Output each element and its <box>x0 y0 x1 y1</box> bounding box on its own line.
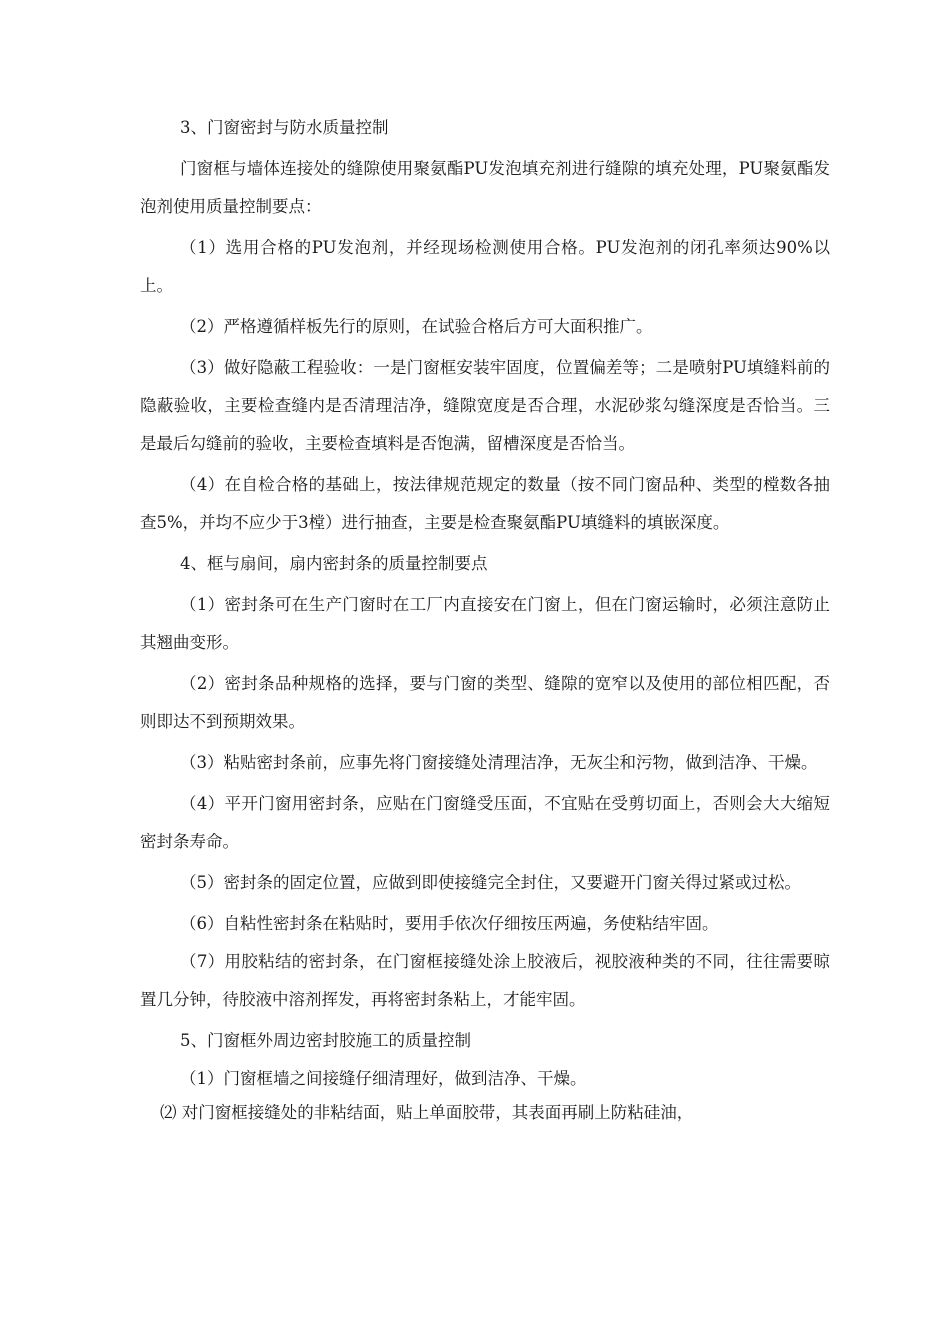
list-item-3-1: （1）选用合格的PU发泡剂，并经现场检测使用合格。PU发泡剂的闭孔率须达90%以上。 <box>140 238 830 295</box>
section-heading-3: 3、门窗密封与防水质量控制 <box>180 118 389 137</box>
section-heading-5: 5、门窗框外周边密封胶施工的质量控制 <box>180 1031 471 1050</box>
list-item-4-2: （2）密封条品种规格的选择，要与门窗的类型、缝隙的宽窄以及使用的部位相匹配，否则即达不到预期效果。 <box>140 674 830 731</box>
list-item-3-3: （3）做好隐蔽工程验收：一是门窗框安装牢固度，位置偏差等；二是喷射PU填缝料前的隐蔽验收，主要检查缝内是否清理洁净，缝隙宽度是否合理，水泥砂浆勾缝深度是否恰当。三是最后勾缝前的验收，主要检查填料是否饱满，留槽深度是否恰当。 <box>140 358 830 453</box>
document-body <box>140 108 830 1132</box>
list-item-3-2: （2）严格遵循样板先行的原则，在试验合格后方可大面积推广。 <box>180 317 653 336</box>
list-item-3-4: （4）在自检合格的基础上，按法律规范规定的数量（按不同门窗品种、类型的樘数各抽查5%，并均不应少于3樘）进行抽查，主要是检查聚氨酯PU填缝料的填嵌深度。 <box>140 475 830 532</box>
list-item-4-4: （4）平开门窗用密封条，应贴在门窗缝受压面，不宜贴在受剪切面上，否则会大大缩短密封条寿命。 <box>140 794 830 851</box>
list-item-4-1: （1）密封条可在生产门窗时在工厂内直接安在门窗上，但在门窗运输时，必须注意防止其翘曲变形。 <box>140 595 830 652</box>
list-item-5-2: ⑵ 对门窗框接缝处的非粘结面，贴上单面胶带，其表面再刷上防粘硅油， <box>160 1103 694 1122</box>
list-item-4-5: （5）密封条的固定位置，应做到即使接缝完全封住，又要避开门窗关得过紧或过松。 <box>180 873 801 892</box>
list-item-4-7: （7）用胶粘结的密封条，在门窗框接缝处涂上胶液后，视胶液种类的不同，往往需要晾置几分钟，待胶液中溶剂挥发，再将密封条粘上，才能牢固。 <box>140 952 830 1009</box>
list-item-5-1: （1）门窗框墙之间接缝仔细清理好，做到洁净、干燥。 <box>180 1069 587 1088</box>
list-item-4-3: （3）粘贴密封条前，应事先将门窗接缝处清理洁净，无灰尘和污物，做到洁净、干燥。 <box>180 753 818 772</box>
section-heading-4: 4、框与扇间，扇内密封条的质量控制要点 <box>180 554 488 573</box>
paragraph-pu-intro: 门窗框与墙体连接处的缝隙使用聚氨酯PU发泡填充剂进行缝隙的填充处理，PU聚氨酯发泡剂使用质量控制要点： <box>140 159 830 216</box>
list-item-4-6: （6）自粘性密封条在粘贴时，要用手依次仔细按压两遍，务使粘结牢固。 <box>180 914 719 933</box>
